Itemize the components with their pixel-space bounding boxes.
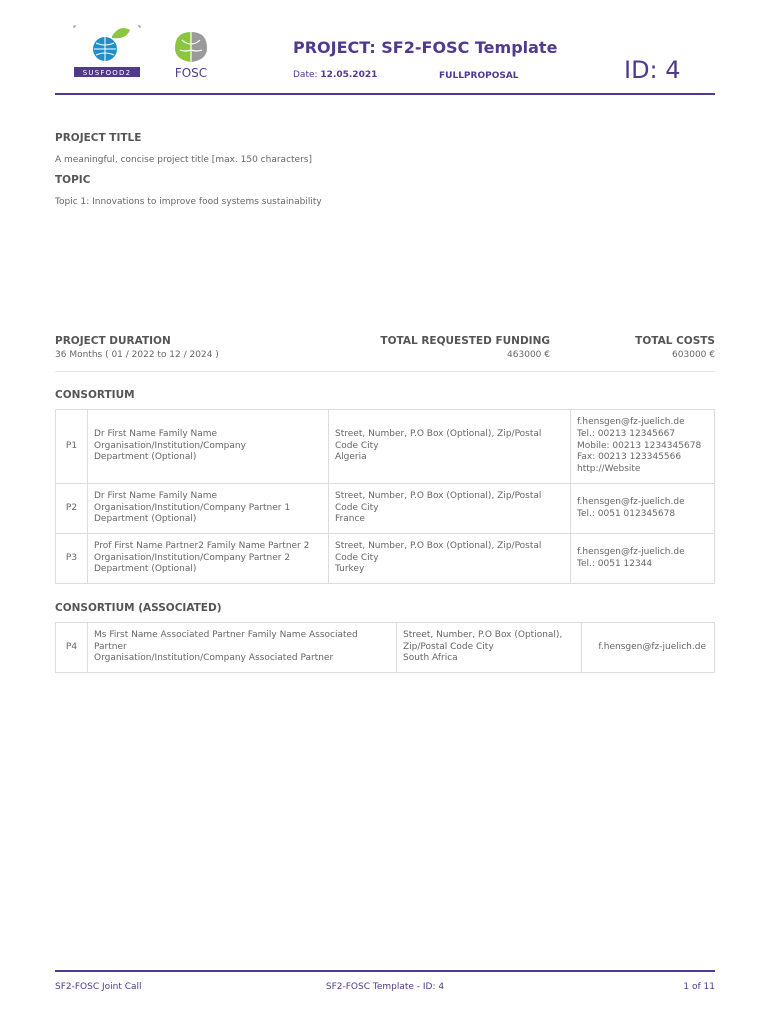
partner-person-cell	[88, 623, 397, 673]
partner-country: France	[335, 514, 365, 525]
funding-heading: TOTAL REQUESTED FUNDING	[380, 335, 550, 347]
partner-tel: Tel.: 00213 12345667	[577, 428, 676, 439]
partner-person-cell	[88, 410, 329, 484]
partner-name: Dr First Name Family Name	[94, 428, 218, 439]
project-title-value: A meaningful, concise project title [max. 150 characters]	[55, 155, 312, 165]
partner-organisation: Organisation/Institution/Company	[94, 440, 246, 451]
partner-city: Zip/Postal Code City	[403, 641, 494, 652]
topic-heading: TOPIC	[55, 174, 91, 186]
partner-organisation: Organisation/Institution/Company Partner 2	[94, 552, 291, 563]
partner-tel: Tel.: 0051 12344	[577, 558, 653, 569]
partner-email[interactable]: f.hensgen@fz-juelich.de	[577, 417, 685, 428]
associated-table	[55, 622, 715, 673]
partner-street: Street, Number, P.O Box (Optional), Zip/Postal	[335, 540, 542, 551]
partner-country: South Africa	[403, 653, 458, 664]
partner-email[interactable]: f.hensgen@fz-juelich.de	[598, 641, 706, 652]
partner-id: P3	[56, 534, 88, 584]
header-divider	[55, 93, 715, 95]
logo1-text: SUSFOOD2	[82, 69, 132, 77]
partner-id: P4	[56, 623, 88, 673]
partner-person-cell	[88, 484, 329, 534]
consortium-table	[55, 409, 715, 584]
project-title-heading: PROJECT TITLE	[55, 132, 142, 144]
partner-street: Street, Number, P.O Box (Optional), Zip/Postal	[335, 490, 542, 501]
costs-heading: TOTAL COSTS	[635, 335, 715, 347]
partner-email[interactable]: f.hensgen@fz-juelich.de	[577, 546, 685, 557]
partner-id: P2	[56, 484, 88, 534]
costs-value: 603000 €	[672, 350, 715, 360]
partner-tel: Tel.: 0051 012345678	[577, 508, 676, 519]
partner-city: Code City	[335, 552, 379, 563]
table-row	[56, 623, 715, 673]
date-row	[293, 70, 377, 80]
table-row	[56, 410, 715, 484]
partner-name: Dr First Name Family Name	[94, 490, 218, 501]
project-id: ID: 4	[624, 56, 681, 84]
partner-name: Prof First Name Partner2 Family Name Partner 2	[94, 540, 310, 551]
partner-country: Algeria	[335, 452, 367, 463]
partner-city: Code City	[335, 440, 379, 451]
partner-address-cell	[329, 534, 571, 584]
topic-value: Topic 1: Innovations to improve food systems sustainability	[55, 197, 322, 207]
partner-name-cont: Partner	[94, 641, 127, 652]
partner-country: Turkey	[335, 564, 365, 575]
associated-heading: CONSORTIUM (ASSOCIATED)	[55, 602, 222, 614]
footer-center: SF2-FOSC Template - ID: 4	[325, 982, 445, 992]
footer-left: SF2-FOSC Joint Call	[55, 982, 142, 992]
date-label: Date:	[293, 70, 318, 80]
consortium-heading: CONSORTIUM	[55, 389, 135, 401]
page-number: 1 of 11	[683, 982, 715, 992]
partner-contact-cell	[571, 534, 715, 584]
duration-heading: PROJECT DURATION	[55, 335, 171, 347]
partner-address-cell	[329, 484, 571, 534]
partner-fax: Fax: 00213 123345566	[577, 452, 682, 463]
partner-website[interactable]: http://Website	[577, 464, 641, 475]
partner-contact-cell	[571, 484, 715, 534]
partner-organisation: Organisation/Institution/Company Partner 1	[94, 502, 291, 513]
partner-mobile: Mobile: 00213 1234345678	[577, 440, 702, 451]
partner-address-cell	[329, 410, 571, 484]
partner-address-cell	[397, 623, 582, 673]
logo2-text: FOSC	[174, 66, 208, 80]
susfood2-logo	[72, 24, 142, 80]
partner-department: Department (Optional)	[94, 564, 197, 575]
partner-department: Department (Optional)	[94, 514, 197, 525]
summary-divider	[55, 371, 715, 372]
partner-person-cell	[88, 534, 329, 584]
date-value: 12.05.2021	[320, 70, 378, 80]
partner-street: Street, Number, P.O Box (Optional), Zip/Postal	[335, 428, 542, 439]
footer-divider	[55, 970, 715, 972]
partner-id: P1	[56, 410, 88, 484]
partner-city: Code City	[335, 502, 379, 513]
partner-organisation: Organisation/Institution/Company Associated Partner	[94, 653, 334, 664]
page-title: PROJECT: SF2-FOSC Template	[293, 38, 558, 57]
partner-contact-cell	[571, 410, 715, 484]
partner-department: Department (Optional)	[94, 452, 197, 463]
partner-contact-cell	[582, 623, 715, 673]
proposal-status: FULLPROPOSAL	[439, 71, 519, 81]
fosc-logo	[168, 24, 214, 82]
partner-street: Street, Number, P.O Box (Optional),	[403, 629, 563, 640]
partner-name: Ms First Name Associated Partner Family Name Associated	[94, 629, 358, 640]
table-row	[56, 484, 715, 534]
table-row	[56, 534, 715, 584]
funding-value: 463000 €	[507, 350, 550, 360]
partner-email[interactable]: f.hensgen@fz-juelich.de	[577, 496, 685, 507]
duration-value: 36 Months ( 01 / 2022 to 12 / 2024 )	[55, 350, 219, 360]
